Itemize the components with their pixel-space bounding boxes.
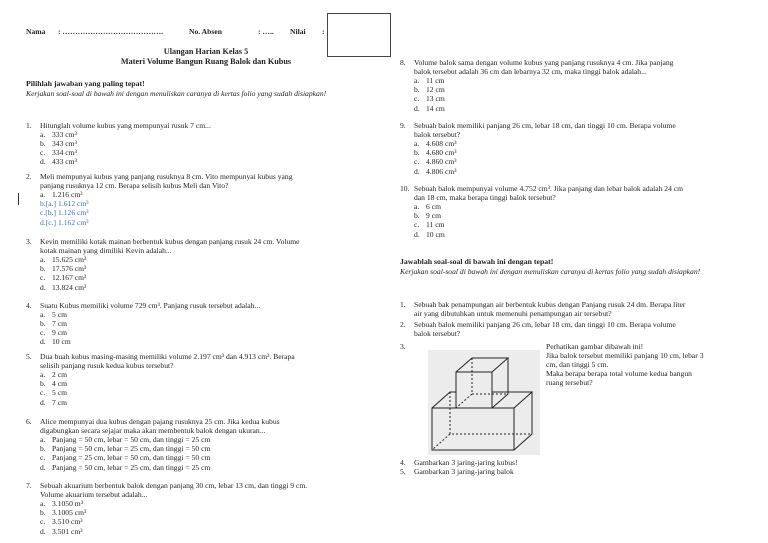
option-value: Panjang = 50 cm, lebar = 25 cm, dan tinggi = 50 cm [52, 444, 211, 454]
balok-front [432, 408, 514, 450]
essay-1-line1: Sebuah bak penampungan air berbentuk kubus dengan Panjang rusuk 24 dm. Berapa liter [414, 300, 686, 309]
option-letter: d. [40, 526, 46, 536]
answer-option[interactable] [40, 157, 77, 166]
option-letter: d. [40, 397, 46, 407]
answer-option[interactable] [414, 104, 445, 113]
option-value: 333 cm³ [52, 130, 77, 140]
option-letter: a. [40, 499, 46, 509]
option-letter: c. [414, 220, 420, 230]
essay-3-line4: Maka berapa berapa total volume kedua bangun [546, 369, 692, 379]
section1-note: Kerjakan soal-soal di bawah ini dengan menuliskan caranya di kertas folio yang sudah disiapkan! [26, 89, 327, 98]
option-value: 1.126 cm³ [58, 208, 89, 218]
section2-heading: Jawablah soal-soal di bawah ini dengan tepat! [400, 257, 554, 266]
question-text: dan 18 cm, maka berapa tinggi balok tersebut? [414, 193, 556, 203]
option-letter: b. [414, 85, 420, 95]
nilai-colon: : [322, 27, 325, 36]
essay-4-num: 4. [400, 458, 406, 467]
option-letter: b. [40, 139, 46, 149]
question-text: panjang rusuknya 12 cm. Berapa selisih kubus Meli dan Vito? [40, 181, 229, 191]
nilai-label: Nilai [290, 27, 306, 36]
question-text: Volume akuarium tersebut adalah... [40, 490, 148, 500]
answer-option[interactable] [40, 283, 86, 292]
answer-option[interactable] [40, 264, 86, 273]
option-value: 3.501 cm³ [52, 526, 83, 536]
option-value: 4 cm [52, 379, 67, 389]
option-value: Panjang = 50 cm, lebar = 25 cm, dan tinggi = 25 cm [52, 462, 211, 472]
answer-option[interactable] [40, 208, 89, 217]
section2-note: Kerjakan soal-soal di bawah ini dengan menuliskan caranya di kertas folio yang sudah disiapkan! [400, 267, 701, 276]
answer-option[interactable] [414, 148, 457, 157]
option-letter: b.[a.] [40, 199, 57, 209]
option-letter: d. [40, 157, 46, 167]
option-letter: a. [40, 435, 46, 445]
answer-option[interactable] [414, 157, 457, 166]
question-number: 2. [26, 172, 32, 181]
answer-option[interactable] [40, 319, 67, 328]
option-letter: b. [414, 211, 420, 221]
title-line2: Materi Volume Bangun Ruang Balok dan Kubus [120, 57, 292, 66]
question-text: Sebuah balok mempunyai volume 4.752 cm³. Jika panjang dan lebar balok adalah 24 cm [414, 184, 684, 193]
option-value: 3.1050 m³ [52, 499, 83, 509]
answer-option[interactable] [414, 211, 441, 220]
option-value: 7 cm [52, 397, 67, 407]
option-value: 3.1005 cm³ [52, 508, 87, 518]
question-text: Suatu Kubus memiliki volume 729 cm³. Panjang rusuk tersebut adalah... [40, 301, 261, 310]
answer-option[interactable] [40, 337, 71, 346]
essay-2-line1: Sebuah balok memiliki panjang 26 cm, lebar 18 cm, dan tinggi 10 cm. Berapa volume [414, 320, 676, 329]
option-value: 9 cm [52, 328, 67, 338]
balok-side [514, 392, 532, 450]
answer-option[interactable] [40, 453, 210, 462]
essay-1-num: 1. [400, 300, 406, 309]
essay-2-line2: balok tersebut? [414, 329, 461, 338]
question-number: 6. [26, 417, 32, 426]
option-letter: a. [40, 310, 46, 320]
option-letter: c. [40, 517, 46, 527]
option-value: 4.608 cm³ [426, 139, 457, 149]
essay-3-line5: ruang tersebut? [546, 378, 593, 388]
title-line1: Ulangan Harian Kelas 5 [163, 47, 249, 56]
essay-3-line3: cm, dan tinggi 5 cm. [546, 360, 609, 370]
answer-option[interactable] [414, 76, 445, 85]
option-letter: b. [40, 319, 46, 329]
option-letter: d. [40, 337, 46, 347]
option-letter: b. [414, 148, 420, 158]
question-text: Sebuah akuarium berbentuk balok dengan panjang 30 cm, lebar 13 cm, dan tinggi 9 cm. [40, 481, 308, 490]
answer-option[interactable] [40, 199, 89, 208]
answer-option[interactable] [40, 190, 83, 199]
option-value: 13.824 cm³ [52, 282, 87, 292]
option-value: 9 cm [426, 211, 441, 221]
question-number: 4. [26, 301, 32, 310]
section1-heading: Pilihlah jawaban yang paling tepat! [26, 79, 145, 88]
option-value: 4.860 cm³ [426, 157, 457, 167]
question-number: 8. [400, 58, 406, 67]
option-value: 11 cm [426, 76, 445, 86]
answer-option[interactable] [40, 517, 83, 526]
answer-option[interactable] [40, 328, 67, 337]
essay-5-text: Gambarkan 3 jaring-jaring balok [414, 467, 514, 476]
question-number: 7. [26, 481, 32, 490]
block-cube-drawing [428, 350, 540, 455]
option-letter: a. [40, 255, 46, 265]
option-value: 1.216 cm³ [52, 190, 83, 200]
option-letter: d. [40, 462, 46, 472]
option-letter: d.[c.] [40, 217, 57, 227]
essay-3-text [546, 342, 766, 388]
option-letter: c. [40, 453, 46, 463]
option-letter: b. [40, 379, 46, 389]
option-value: 4.680 cm³ [426, 148, 457, 158]
question-number: 5. [26, 352, 32, 361]
answer-option[interactable] [414, 230, 445, 239]
answer-option[interactable] [40, 310, 67, 319]
answer-option[interactable] [414, 85, 445, 94]
question-text: Volume balok sama dengan volume kubus yang panjang rusuknya 4 cm. Jika panjang [414, 58, 674, 67]
option-value: 10 cm [426, 229, 445, 239]
answer-option[interactable] [40, 435, 210, 444]
option-letter: c. [40, 273, 46, 283]
option-letter: b. [40, 508, 46, 518]
option-letter: d. [414, 166, 420, 176]
essay-3-line2: Jika balok tersebut memiliki panjang 10 cm, lebar 3 [546, 351, 704, 361]
option-value: 11 cm [426, 220, 445, 230]
question-text: digabungkan secara sejajar maka akan membentuk balok dengan ukuran... [40, 426, 266, 436]
question-number: 1. [26, 121, 32, 130]
answer-option[interactable] [40, 148, 77, 157]
question-text: Kevin memiliki kotak mainan berbentuk kubus dengan panjang rusuk 24 cm. Volume [40, 237, 300, 246]
absen-label: No. Absen [189, 27, 222, 36]
answer-option[interactable] [414, 139, 457, 148]
option-letter: b. [40, 264, 46, 274]
cube-front [456, 372, 492, 408]
option-value: 3.510 cm³ [52, 517, 83, 527]
question-text: kotak mainan yang dimiliki Kevin adalah... [40, 246, 172, 256]
option-letter: c. [40, 328, 46, 338]
nama-label: Nama [26, 27, 46, 36]
answer-option[interactable] [40, 139, 77, 148]
option-value: 334 cm³ [52, 148, 77, 158]
answer-option[interactable] [40, 370, 67, 379]
option-value: 10 cm [52, 337, 71, 347]
option-letter: a. [40, 370, 46, 380]
option-letter: a. [414, 139, 420, 149]
option-value: 13 cm [426, 94, 445, 104]
option-letter: a. [414, 76, 420, 86]
question-text: Alice mempunyai dua kubus dengan pajang rusuknya 25 cm. Jika kedua kubus [40, 417, 280, 426]
absen-blank: : ….. [258, 27, 274, 36]
option-value: Panjang = 25 cm, lebar = 50 cm, dan tinggi = 50 cm [52, 453, 211, 463]
option-letter: a. [40, 130, 46, 140]
answer-option[interactable] [414, 202, 441, 211]
option-value: 14 cm [426, 103, 445, 113]
option-value: 343 cm³ [52, 139, 77, 149]
question-text: balok tersebut adalah 36 cm dan lebarnya 32 cm, maka tinggi balok adalah... [414, 67, 647, 77]
option-value: 433 cm³ [52, 157, 77, 167]
nama-blank: : …………………………………. [58, 27, 164, 36]
option-value: 12.167 cm³ [52, 273, 87, 283]
question-number: 9. [400, 121, 406, 130]
essay-1-line2: air yang dibutuhkan untuk memenuhi penampungan air tersebut? [414, 309, 612, 318]
answer-option[interactable] [40, 379, 67, 388]
option-letter: c. [414, 157, 420, 167]
option-letter: c. [40, 388, 46, 398]
answer-option[interactable] [414, 167, 457, 176]
answer-option[interactable] [414, 94, 445, 103]
option-value: 5 cm [52, 310, 67, 320]
cube-top [456, 358, 508, 372]
balok-hidden-diag [432, 434, 450, 450]
answer-option[interactable] [414, 220, 445, 229]
essay-5-num: 5. [400, 467, 406, 476]
option-value: 4.806 cm³ [426, 166, 457, 176]
answer-option[interactable] [40, 398, 67, 407]
option-letter: c. [40, 148, 46, 158]
answer-option[interactable] [40, 444, 210, 453]
answer-option[interactable] [40, 273, 86, 282]
answer-option[interactable] [40, 527, 83, 536]
option-letter: a. [414, 202, 420, 212]
option-letter: d. [414, 229, 420, 239]
option-letter: d. [40, 282, 46, 292]
essay-3-num: 3. [400, 342, 406, 351]
option-value: 17.576 cm³ [52, 264, 87, 274]
question-text: selisih panjang rusuk kedua kubus tersebut? [40, 361, 174, 371]
option-value: 15.625 cm³ [52, 255, 87, 265]
text-cursor [18, 193, 19, 205]
question-text: Hitunglah volume kubus yang mempunyai rusuk 7 cm... [40, 121, 211, 130]
option-value: Panjang = 50 cm, lebar = 50 cm, dan tinggi = 25 cm [52, 435, 211, 445]
question-number: 3. [26, 237, 32, 246]
question-text: Dua buah kubus masing-masing memiliki volume 2.197 cm³ dan 4.913 cm³. Berapa [40, 352, 295, 361]
option-letter: a. [40, 190, 46, 200]
option-value: 5 cm [52, 388, 67, 398]
option-letter: d. [414, 103, 420, 113]
answer-option[interactable] [40, 499, 83, 508]
essay-3-line1: Perhatikan gambar dibawah ini! [546, 342, 644, 351]
question-text: Meli mempunyai kubus yang panjang rusuknya 8 cm. Vito mempunyai kubus yang [40, 172, 293, 181]
option-value: 12 cm [426, 85, 445, 95]
answer-option[interactable] [40, 508, 86, 517]
answer-option[interactable] [40, 388, 67, 397]
answer-option[interactable] [40, 463, 210, 472]
answer-option[interactable] [40, 255, 86, 264]
option-letter: c. [414, 94, 420, 104]
answer-option[interactable] [40, 218, 89, 227]
option-letter: b. [40, 444, 46, 454]
answer-option[interactable] [40, 130, 77, 139]
option-value: 6 cm [426, 202, 441, 212]
option-value: 2 cm [52, 370, 67, 380]
question-text: balok tersebut? [414, 130, 461, 140]
block-figure [428, 350, 540, 455]
option-letter: c.[b.] [40, 208, 57, 218]
option-value: 1.162 cm³ [58, 217, 89, 227]
essay-2-num: 2. [400, 320, 406, 329]
essay-4-text: Gambarkan 3 jaring-jaring kubus! [414, 458, 518, 467]
option-value: 7 cm [52, 319, 67, 329]
question-text: Sebuah balok memiliki panjang 26 cm, lebar 18 cm, dan tinggi 10 cm. Berapa volume [414, 121, 676, 130]
question-number: 10. [400, 184, 410, 193]
option-value: 1.612 cm³ [58, 199, 89, 209]
